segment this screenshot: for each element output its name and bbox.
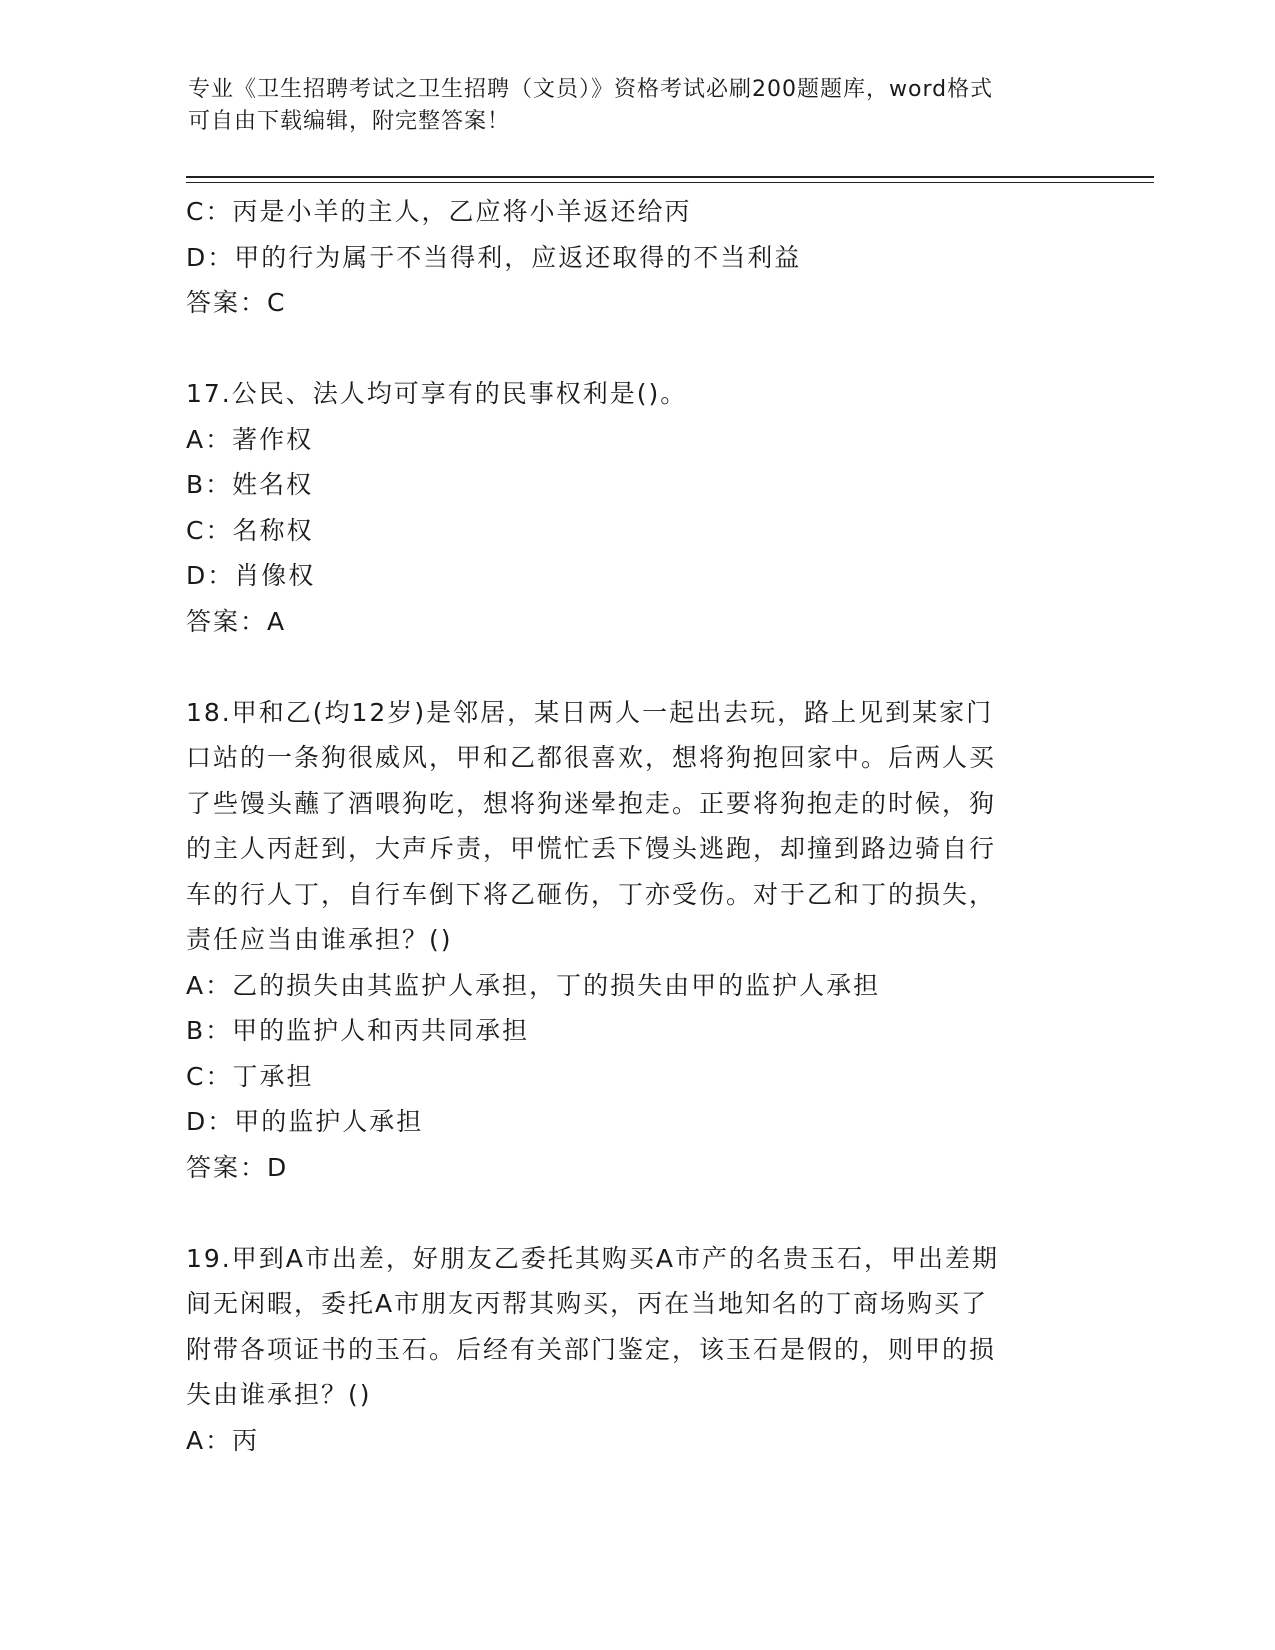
- header-title-line-2: 可自由下载编辑，附完整答案！: [188, 109, 511, 134]
- question-16-tail: [186, 189, 1086, 326]
- spacer: [186, 326, 1086, 372]
- spacer: [186, 644, 1086, 690]
- option-b: B：姓名权: [186, 470, 314, 499]
- option-a: A：丙: [186, 1425, 260, 1455]
- option-d: D：甲的行为属于不当得利，应返还取得的不当利益: [186, 242, 802, 272]
- option-a: A：乙的损失由其监护人承担，丁的损失由甲的监护人承担: [186, 970, 881, 1000]
- option-c: C：丁承担: [186, 1061, 314, 1091]
- option-c: C：名称权: [186, 515, 314, 545]
- question-stem: 17.公民、法人均可享有的民事权利是()。: [186, 379, 688, 408]
- document-header: [188, 74, 1088, 138]
- question-18: [186, 690, 1086, 1191]
- question-content: [186, 189, 1086, 1463]
- question-stem-line: 失由谁承担？(): [186, 1380, 372, 1409]
- question-17: [186, 371, 1086, 644]
- option-b: B：甲的监护人和丙共同承担: [186, 1016, 530, 1045]
- question-stem-line: 责任应当由谁承担？(): [186, 925, 453, 954]
- header-divider-thin: [186, 182, 1154, 183]
- answer: 答案：D: [186, 1152, 289, 1182]
- answer: 答案：C: [186, 288, 287, 317]
- spacer: [186, 1190, 1086, 1236]
- question-stem-line: 附带各项证书的玉石。后经有关部门鉴定，该玉石是假的，则甲的损: [186, 1334, 997, 1364]
- question-stem-line: 的主人丙赶到，大声斥责，甲慌忙丢下馒头逃跑，却撞到路边骑自行: [186, 834, 997, 863]
- question-stem-line: 18.甲和乙(均12岁)是邻居，某日两人一起出去玩，路上见到某家门: [186, 697, 994, 727]
- question-stem-line: 口站的一条狗很威风，甲和乙都很喜欢，想将狗抱回家中。后两人买: [186, 743, 997, 772]
- question-stem-line: 车的行人丁，自行车倒下将乙砸伤，丁亦受伤。对于乙和丁的损失，: [186, 879, 997, 909]
- question-stem-line: 间无闲暇，委托A市朋友丙帮其购买，丙在当地知名的丁商场购买了: [186, 1289, 989, 1318]
- option-a: A：著作权: [186, 424, 314, 454]
- header-divider-thick: [186, 176, 1154, 178]
- option-c: C：丙是小羊的主人，乙应将小羊返还给丙: [186, 197, 692, 226]
- answer: 答案：A: [186, 606, 287, 636]
- question-stem-line: 了些馒头蘸了酒喂狗吃，想将狗迷晕抱走。正要将狗抱走的时候，狗: [186, 788, 997, 818]
- option-d: D：甲的监护人承担: [186, 1107, 424, 1136]
- question-stem-line: 19.甲到A市出差，好朋友乙委托其购买A市产的名贵玉石，甲出差期: [186, 1243, 999, 1273]
- header-title-line-1: 专业《卫生招聘考试之卫生招聘（文员）》资格考试必刷200题题库，word格式: [188, 77, 994, 102]
- option-d: D：肖像权: [186, 561, 316, 590]
- question-19: [186, 1236, 1086, 1464]
